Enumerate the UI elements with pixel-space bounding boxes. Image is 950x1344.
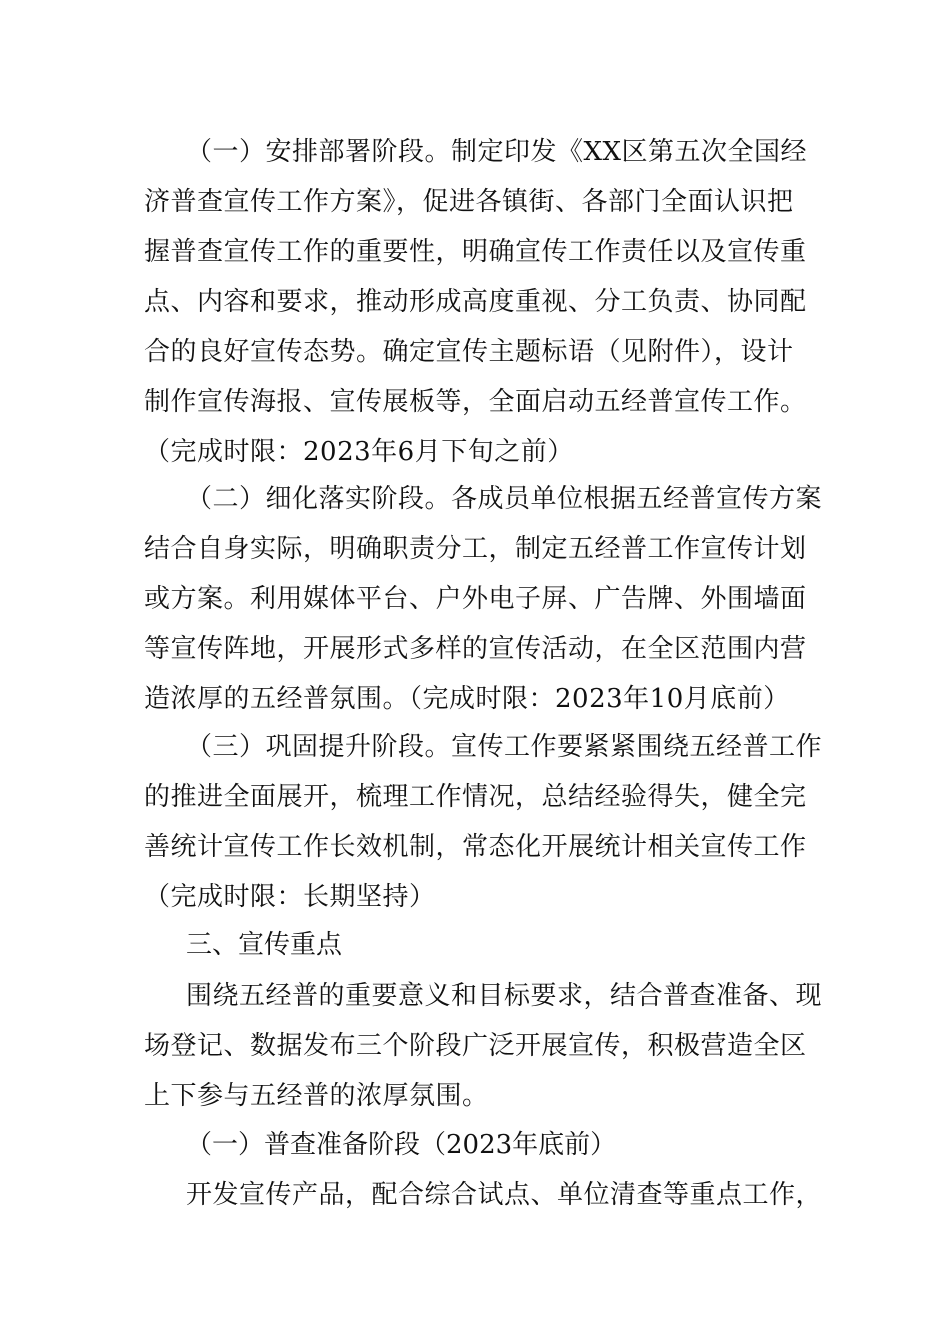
text-line: 围绕五经普的重要意义和目标要求，结合普查准备、现 — [186, 981, 823, 1011]
text-line: 济普查宣传工作方案》，促进各镇街、各部门全面认识把 — [144, 187, 794, 217]
text-line: （一）安排部署阶段。制定印发《XX区第五次全国经 — [186, 137, 808, 167]
text-line: （二）细化落实阶段。各成员单位根据五经普宣传方案 — [186, 484, 823, 514]
text-line: 造浓厚的五经普氛围。（完成时限：2023年10月底前） — [144, 684, 790, 714]
text-line: 开发宣传产品，配合综合试点、单位清查等重点工作， — [186, 1180, 823, 1210]
text-line: 等宣传阵地，开展形式多样的宣传活动，在全区范围内营 — [144, 634, 807, 664]
paragraph-implementation-stage — [144, 474, 823, 724]
text-line: 结合自身实际，明确职责分工，制定五经普工作宣传计划 — [144, 534, 807, 564]
subsection-heading — [186, 1120, 616, 1170]
text-line: 制作宣传海报、宣传展板等，全面启动五经普宣传工作。 — [144, 387, 807, 417]
text-line: 或方案。利用媒体平台、户外电子屏、广告牌、外围墙面 — [144, 584, 807, 614]
text-line: 场登记、数据发布三个阶段广泛开展宣传，积极营造全区 — [144, 1031, 807, 1061]
text-line: 的推进全面展开，梳理工作情况，总结经验得失，健全完 — [144, 782, 807, 812]
text-line: 上下参与五经普的浓厚氛围。 — [144, 1081, 489, 1111]
paragraph-preparation-stage — [144, 1170, 823, 1220]
paragraph-arrangement-stage — [144, 127, 808, 477]
text-line: （完成时限：长期坚持） — [144, 882, 436, 912]
text-line: 善统计宣传工作长效机制，常态化开展统计相关宣传工作 — [144, 832, 807, 862]
text-line: （三）巩固提升阶段。宣传工作要紧紧围绕五经普工作 — [186, 732, 823, 762]
text-line: （完成时限：2023年6月下旬之前） — [144, 437, 574, 467]
text-line: 点、内容和要求，推动形成高度重视、分工负责、协同配 — [144, 287, 807, 317]
paragraph-key-focus — [144, 971, 823, 1121]
section-heading-text: 三、宣传重点 — [186, 930, 343, 960]
text-line: 握普查宣传工作的重要性，明确宣传工作责任以及宣传重 — [144, 237, 807, 267]
paragraph-consolidation-stage — [144, 722, 823, 922]
section-heading — [186, 920, 342, 970]
text-line: 合的良好宣传态势。确定宣传主题标语（见附件），设计 — [144, 337, 794, 367]
subsection-heading-text: （一）普查准备阶段（2023年底前） — [186, 1130, 617, 1160]
